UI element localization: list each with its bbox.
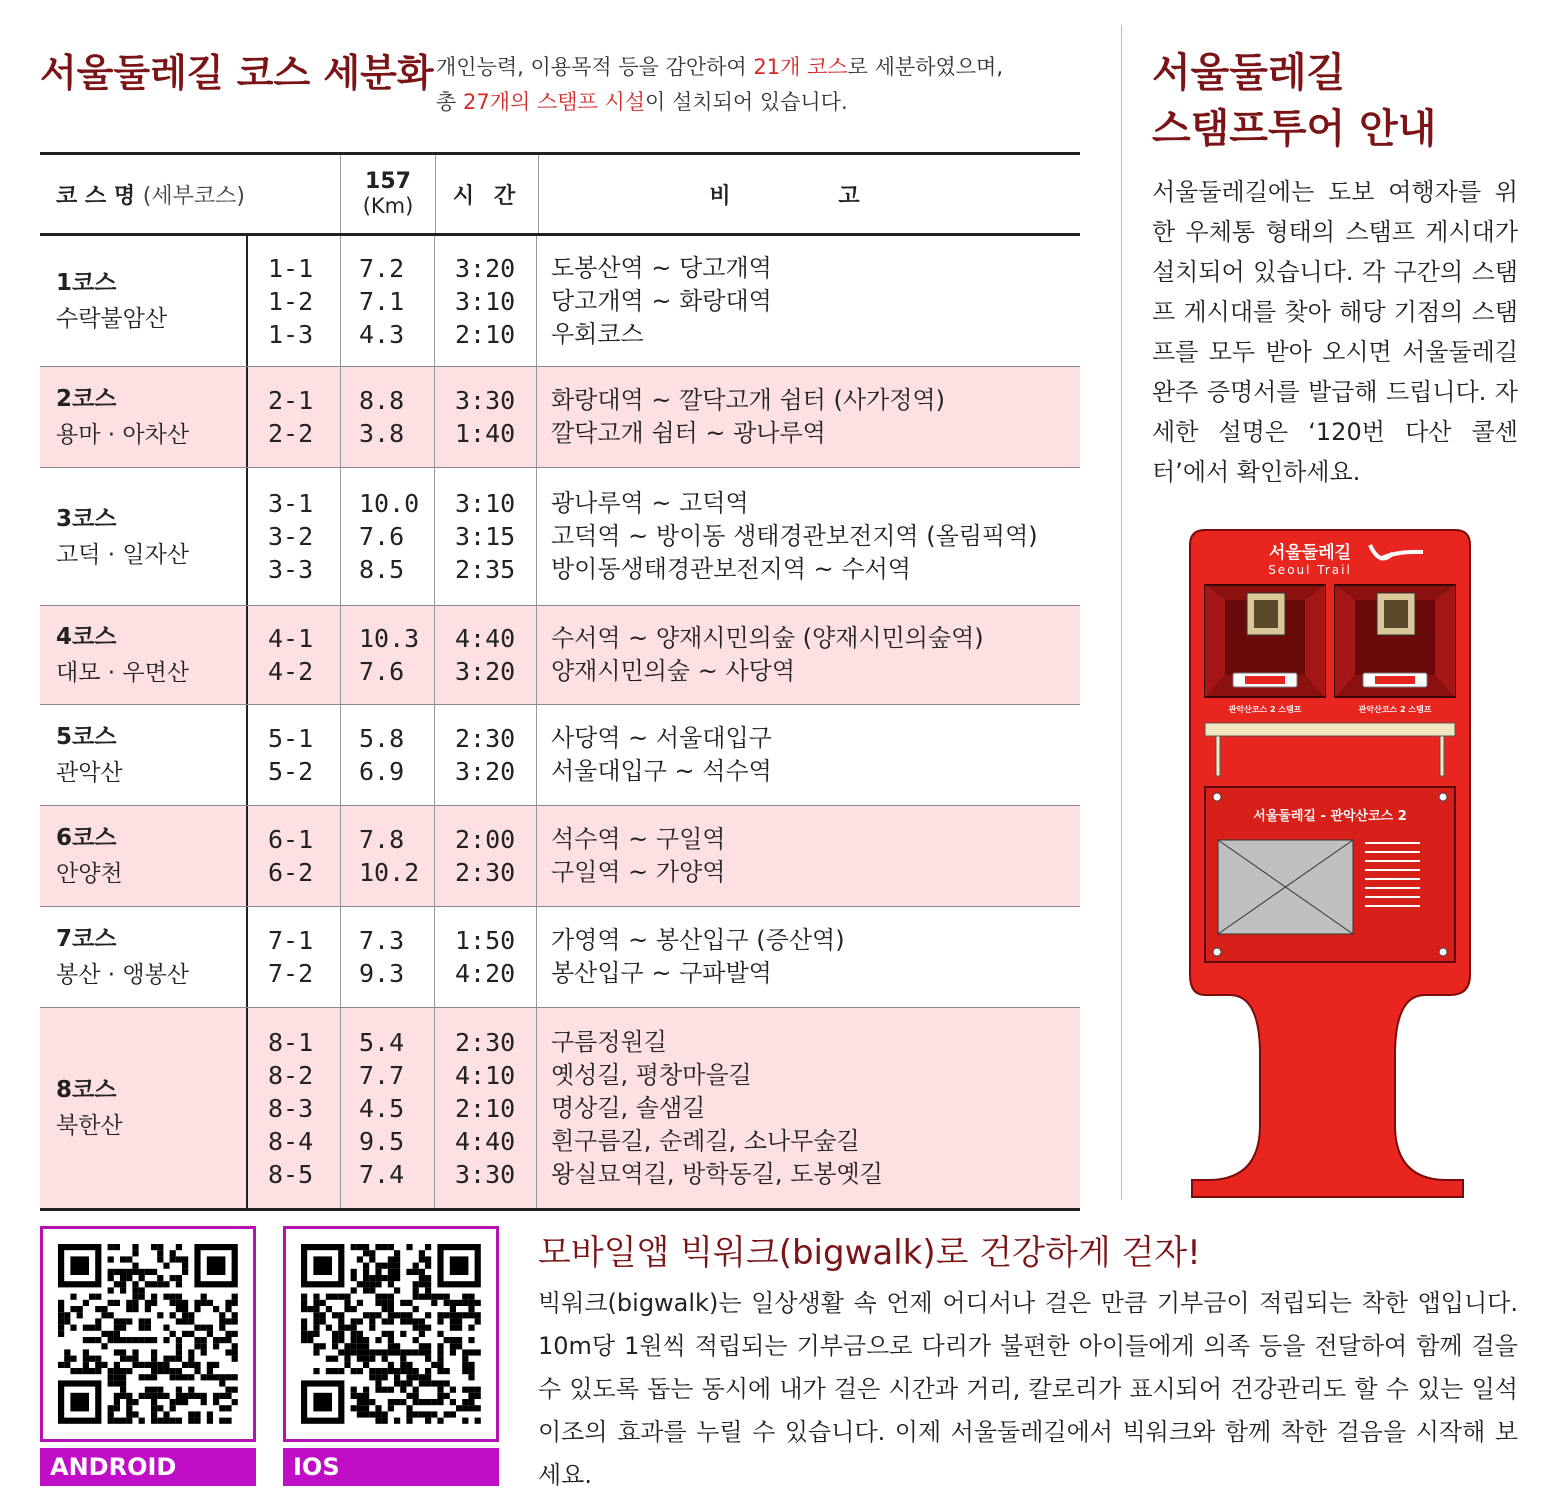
stamp-tour-title-line: 스탬프투어 안내 bbox=[1152, 106, 1437, 152]
sub-course-item: 2-2 bbox=[268, 419, 314, 448]
route-note bbox=[536, 806, 1080, 906]
duration bbox=[434, 705, 536, 805]
route-note-item: 우회코스 bbox=[551, 319, 644, 348]
route-note bbox=[536, 606, 1080, 704]
sub-course bbox=[246, 705, 340, 805]
sub-course-item: 3-3 bbox=[268, 555, 314, 584]
course-table bbox=[40, 152, 1080, 1211]
stamp-label-right: 관악산코스 2 스탬프 bbox=[1358, 705, 1432, 714]
duration-item: 2:30 bbox=[455, 1027, 516, 1057]
intro-highlight-stamps: 27개의 스탬프 시설 bbox=[462, 90, 646, 114]
route-note-item: 방이동생태경관보전지역 ~ 수서역 bbox=[551, 555, 911, 583]
distance-item: 8.5 bbox=[359, 555, 405, 584]
course-name-cell bbox=[40, 367, 246, 467]
course-number: 7코스 bbox=[56, 926, 117, 952]
duration bbox=[434, 468, 536, 605]
duration-item: 3:20 bbox=[455, 253, 516, 283]
route-note-item: 흰구름길, 순례길, 소나무숲길 bbox=[551, 1126, 860, 1155]
course-area: 북한산 bbox=[56, 1113, 123, 1139]
route-note bbox=[536, 705, 1080, 805]
header-course-name: 코 스 명 (세부코스) bbox=[56, 183, 245, 209]
course-number: 5코스 bbox=[56, 724, 117, 750]
android-qr-code[interactable] bbox=[40, 1226, 256, 1442]
route-note-item: 옛성길, 평창마을길 bbox=[551, 1060, 752, 1089]
distance-item: 4.3 bbox=[359, 319, 405, 349]
distance-item: 7.7 bbox=[359, 1060, 405, 1090]
sub-course bbox=[246, 606, 340, 704]
distance-item: 8.8 bbox=[359, 386, 405, 415]
route-note bbox=[536, 1008, 1080, 1208]
stamp-shelf bbox=[1205, 723, 1455, 736]
sub-course-item: 8-4 bbox=[268, 1126, 314, 1156]
route-note-item: 명상길, 솔샘길 bbox=[551, 1093, 706, 1122]
sub-course-item: 3-2 bbox=[268, 522, 314, 551]
sub-course bbox=[246, 1008, 340, 1208]
sub-course-item: 1-1 bbox=[268, 253, 314, 283]
duration-item: 3:30 bbox=[455, 386, 516, 415]
distance bbox=[340, 606, 434, 704]
duration-item: 3:10 bbox=[455, 286, 516, 316]
header-distance: 157 (Km) bbox=[340, 155, 435, 233]
course-name-cell bbox=[40, 705, 246, 805]
distance bbox=[340, 1008, 434, 1208]
distance-item: 7.2 bbox=[359, 253, 405, 283]
route-note-item: 양재시민의숲 ~ 사당역 bbox=[551, 657, 796, 685]
distance-item: 7.3 bbox=[359, 926, 405, 955]
course-name-cell bbox=[40, 806, 246, 906]
duration-item: 3:15 bbox=[455, 522, 516, 551]
intro-text bbox=[436, 50, 1104, 120]
distance bbox=[340, 907, 434, 1007]
intro-text-part: 로 세분하였으며, bbox=[847, 55, 1004, 79]
stamp-box-illustration bbox=[1185, 525, 1475, 1200]
route-note-item: 수서역 ~ 양재시민의숲 (양재시민의숲역) bbox=[551, 624, 984, 652]
course-name-cell bbox=[40, 606, 246, 704]
qr-code-icon bbox=[286, 1229, 496, 1439]
distance-item: 3.8 bbox=[359, 419, 405, 448]
table-row bbox=[40, 367, 1080, 468]
route-note-item: 왕실묘역길, 방학동길, 도봉옛길 bbox=[551, 1159, 883, 1188]
sub-course bbox=[246, 236, 340, 366]
duration-item: 2:00 bbox=[455, 825, 516, 854]
sub-course-item: 8-1 bbox=[268, 1027, 314, 1057]
intro-text-part: 개인능력, 이용목적 등을 감안하여 bbox=[436, 55, 754, 79]
course-area: 용마 · 아차산 bbox=[56, 422, 190, 448]
course-name-cell bbox=[40, 907, 246, 1007]
stamp-tour-description: 서울둘레길에는 도보 여행자를 위한 우체통 형태의 스탬프 게시대가 설치되어 있습니다. 각 구간의 스탬프 게시대를 찾아 해당 기점의 스탬프를 모두 받아 오시면 서울둘레길 완주 증명서를 발급해 드립니다. 자세한 설명은 ‘120번 다산 콜센터’에서 확인하세요. bbox=[1152, 178, 1518, 486]
stamp-box-brand-ko: 서울둘레길 bbox=[1268, 543, 1352, 563]
ios-qr-code[interactable] bbox=[283, 1226, 499, 1442]
duration bbox=[434, 1008, 536, 1208]
duration-item: 2:30 bbox=[455, 858, 516, 887]
stamp-tour-title-line: 서울둘레길 bbox=[1152, 50, 1346, 96]
duration-item: 3:30 bbox=[455, 1159, 516, 1189]
sub-course-item: 6-2 bbox=[268, 858, 314, 887]
sub-course-item: 6-1 bbox=[268, 825, 314, 854]
duration-item: 4:40 bbox=[455, 1126, 516, 1156]
distance bbox=[340, 705, 434, 805]
distance-item: 7.6 bbox=[359, 657, 405, 686]
course-number: 4코스 bbox=[56, 624, 117, 650]
distance-item: 9.5 bbox=[359, 1126, 405, 1156]
distance-item: 7.1 bbox=[359, 286, 405, 316]
intro-highlight-courses: 21개 코스 bbox=[753, 55, 848, 79]
sub-course-item: 7-1 bbox=[268, 926, 314, 955]
route-note-item: 당고개역 ~ 화랑대역 bbox=[551, 286, 772, 315]
course-number: 2코스 bbox=[56, 386, 117, 412]
table-header bbox=[40, 152, 1080, 236]
route-note-item: 봉산입구 ~ 구파발역 bbox=[551, 959, 772, 987]
qr-code-icon bbox=[43, 1229, 253, 1439]
route-note-item: 사당역 ~ 서울대입구 bbox=[551, 724, 772, 752]
route-note-item: 서울대입구 ~ 석수역 bbox=[551, 757, 772, 785]
sub-course-item: 5-1 bbox=[268, 724, 314, 753]
course-name-cell bbox=[40, 468, 246, 605]
sub-course-item: 2-1 bbox=[268, 386, 314, 415]
route-note-item: 구일역 ~ 가양역 bbox=[551, 858, 726, 886]
duration-item: 4:40 bbox=[455, 624, 516, 653]
distance-item: 7.4 bbox=[359, 1159, 405, 1189]
course-area: 고덕 · 일자산 bbox=[56, 541, 190, 568]
stamp-box-brand-en: Seoul Trail bbox=[1268, 563, 1352, 577]
info-board bbox=[1205, 787, 1455, 962]
android-label: ANDROID bbox=[40, 1448, 256, 1486]
distance-item: 10.0 bbox=[359, 489, 420, 518]
route-note bbox=[536, 907, 1080, 1007]
stamp-window-left bbox=[1205, 585, 1325, 714]
app-section-description: 빅워크(bigwalk)는 일상생활 속 언제 어디서나 걸은 만큼 기부금이 적립되는 착한 앱입니다. 10m당 1원씩 적립되는 기부금으로 다리가 불편한 아이들에게 의족 등을 전달하여 함께 걸을 수 있도록 돕는 동시에 내가 걸은 시간과 거리, 칼로리가 표시되어 건강관리도 할 수 있는 일석이조의 효과를 누릴 수 있습니다. 이제 서울둘레길에서 빅워크와 함께 착한 걸음을 시작해 보세요. bbox=[538, 1289, 1518, 1489]
sub-course bbox=[246, 806, 340, 906]
sub-course bbox=[246, 907, 340, 1007]
course-area: 봉산 · 앵봉산 bbox=[56, 962, 190, 988]
table-row bbox=[40, 907, 1080, 1008]
course-area: 안양천 bbox=[56, 861, 123, 887]
sub-course bbox=[246, 367, 340, 467]
duration bbox=[434, 606, 536, 704]
sub-course-item: 7-2 bbox=[268, 959, 314, 988]
distance bbox=[340, 367, 434, 467]
duration-item: 2:30 bbox=[455, 724, 516, 753]
sub-course-item: 4-1 bbox=[268, 624, 314, 653]
distance-item: 6.9 bbox=[359, 757, 405, 786]
stamp-window-right bbox=[1335, 585, 1455, 714]
route-note-item: 고덕역 ~ 방이동 생태경관보전지역 (올림픽역) bbox=[551, 522, 1038, 550]
stamp-label-left: 관악산코스 2 스탬프 bbox=[1228, 705, 1302, 714]
table-row bbox=[40, 806, 1080, 907]
course-number: 6코스 bbox=[56, 825, 117, 851]
distance-item: 10.3 bbox=[359, 624, 420, 653]
distance-item: 10.2 bbox=[359, 858, 420, 887]
duration bbox=[434, 907, 536, 1007]
column-divider bbox=[1121, 25, 1122, 1200]
table-row bbox=[40, 236, 1080, 367]
course-name-cell bbox=[40, 1008, 246, 1208]
sub-course-item: 8-3 bbox=[268, 1093, 314, 1123]
duration-item: 3:20 bbox=[455, 657, 516, 686]
route-note bbox=[536, 367, 1080, 467]
sub-course-item: 4-2 bbox=[268, 657, 314, 686]
duration-item: 3:10 bbox=[455, 489, 516, 518]
sub-course-item: 5-2 bbox=[268, 757, 314, 786]
duration-item: 2:35 bbox=[455, 555, 516, 584]
duration-item: 3:20 bbox=[455, 757, 516, 786]
intro-text-part: 이 설치되어 있습니다. bbox=[645, 90, 848, 114]
duration-item: 1:40 bbox=[455, 419, 516, 448]
duration bbox=[434, 367, 536, 467]
route-note-item: 구름정원길 bbox=[551, 1027, 667, 1056]
distance-item: 5.4 bbox=[359, 1027, 405, 1057]
distance-item: 7.8 bbox=[359, 825, 405, 854]
duration-item: 4:20 bbox=[455, 959, 516, 988]
duration bbox=[434, 806, 536, 906]
duration bbox=[434, 236, 536, 366]
route-note bbox=[536, 236, 1080, 366]
route-note-item: 광나루역 ~ 고덕역 bbox=[551, 489, 749, 517]
table-row bbox=[40, 1008, 1080, 1211]
distance-item: 7.6 bbox=[359, 522, 405, 551]
sub-course-item: 1-3 bbox=[268, 319, 314, 349]
duration-item: 2:10 bbox=[455, 1093, 516, 1123]
distance-item: 5.8 bbox=[359, 724, 405, 753]
distance bbox=[340, 468, 434, 605]
app-section-title: 모바일앱 빅워크(bigwalk)로 건강하게 걷자! bbox=[538, 1233, 1201, 1273]
distance bbox=[340, 806, 434, 906]
course-number: 3코스 bbox=[56, 505, 117, 532]
table-row bbox=[40, 705, 1080, 806]
course-area: 대모 · 우면산 bbox=[56, 660, 190, 686]
sub-course-item: 1-2 bbox=[268, 286, 314, 316]
sub-course-item: 8-2 bbox=[268, 1060, 314, 1090]
duration-item: 4:10 bbox=[455, 1060, 516, 1090]
course-area: 수락불암산 bbox=[56, 306, 168, 332]
route-note bbox=[536, 468, 1080, 605]
route-note-item: 석수역 ~ 구일역 bbox=[551, 825, 726, 853]
table-row bbox=[40, 468, 1080, 606]
sub-course-item: 8-5 bbox=[268, 1159, 314, 1189]
route-note-item: 가영역 ~ 봉산입구 (증산역) bbox=[551, 926, 845, 954]
page-title: 서울둘레길 코스 세분화 bbox=[40, 51, 434, 95]
course-number: 8코스 bbox=[56, 1077, 117, 1103]
route-note-item: 화랑대역 ~ 깔닥고개 쉼터 (사가정역) bbox=[551, 386, 945, 414]
route-note-item: 도봉산역 ~ 당고개역 bbox=[551, 253, 772, 282]
distance-item: 9.3 bbox=[359, 959, 405, 988]
course-number: 1코스 bbox=[56, 270, 117, 296]
header-note: 비 고 bbox=[538, 155, 1080, 233]
duration-item: 2:10 bbox=[455, 319, 516, 349]
distance-item: 4.5 bbox=[359, 1093, 405, 1123]
sub-course-item: 3-1 bbox=[268, 489, 314, 518]
table-body bbox=[40, 236, 1080, 1211]
course-name-cell bbox=[40, 236, 246, 366]
table-row bbox=[40, 606, 1080, 705]
stamp-tour-title bbox=[1152, 45, 1436, 157]
distance bbox=[340, 236, 434, 366]
route-note-item: 깔닥고개 쉼터 ~ 광나루역 bbox=[551, 419, 826, 447]
intro-text-part: 총 bbox=[436, 90, 463, 114]
sub-course bbox=[246, 468, 340, 605]
course-area: 관악산 bbox=[56, 760, 123, 786]
ios-label: IOS bbox=[283, 1448, 499, 1486]
info-board-title: 서울둘레길 - 관악산코스 2 bbox=[1253, 809, 1407, 824]
duration-item: 1:50 bbox=[455, 926, 516, 955]
header-time: 시 간 bbox=[435, 155, 538, 233]
